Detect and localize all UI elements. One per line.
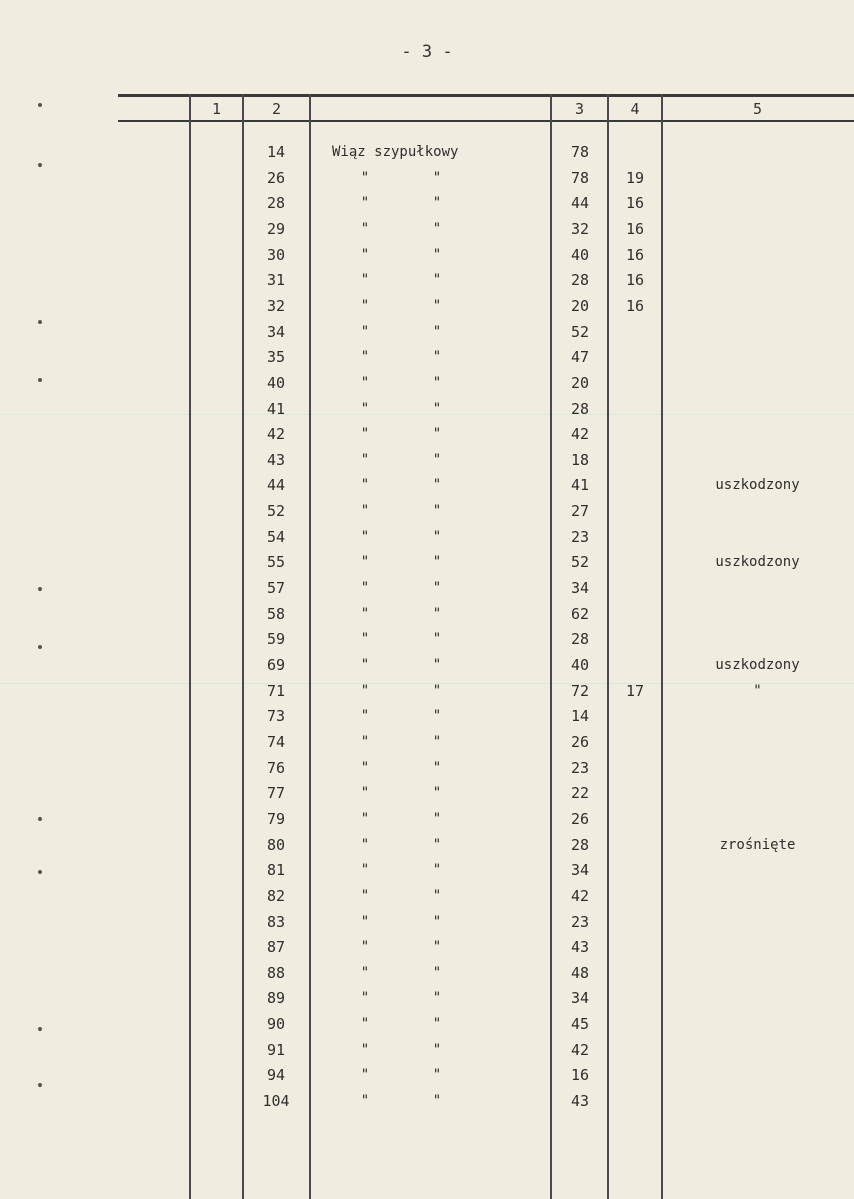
column-header-5: 5 [752,100,763,118]
ditto-mark: " [432,631,442,647]
row-number: 44 [266,476,286,494]
column-3-value: 45 [570,1015,590,1033]
ditto-mark: " [360,683,370,699]
column-header-4: 4 [630,100,640,118]
row-number: 73 [266,707,286,725]
column-header-1: 1 [211,100,222,118]
row-number: 35 [266,348,286,366]
column-4-value [609,731,661,753]
ditto-mark: " [432,272,442,288]
ditto-mark: " [432,503,442,519]
column-4-value [609,577,661,599]
ditto-mark: " [360,862,370,878]
row-number: 57 [266,579,286,597]
ditto-mark: " [360,477,370,493]
column-4-value [609,603,661,625]
ditto-mark: " [432,401,442,417]
ditto-mark: " [360,375,370,391]
margin-mark [38,163,42,167]
column-4-value [609,372,661,394]
remark [665,987,850,1009]
column-4-value [609,321,661,343]
column-3-value: 28 [570,836,590,854]
row-number: 76 [266,759,286,777]
ditto-mark: " [432,1093,442,1109]
ditto-mark: " [360,221,370,237]
row-number: 14 [266,143,286,161]
ditto-mark: " [360,785,370,801]
remark [665,500,850,522]
ditto-mark: " [360,452,370,468]
ditto-mark: " [360,298,370,314]
row-number: 41 [266,400,286,418]
column-4-value [609,500,661,522]
column-4-value [609,1013,661,1035]
remark [665,731,850,753]
margin-mark [38,817,42,821]
ditto-mark: " [360,503,370,519]
column-3-value: 62 [570,605,590,623]
column-4-value [609,962,661,984]
column-3-value: 78 [570,169,590,187]
column-4-value [609,1064,661,1086]
column-3-value: 28 [570,630,590,648]
row-number: 89 [266,989,286,1007]
column-4-value: 16 [625,220,645,238]
species-name: Wiąz szypułkowy [332,144,459,160]
ditto-mark: " [432,452,442,468]
ditto-mark: " [432,785,442,801]
column-3-value: 26 [570,733,590,751]
row-number: 104 [262,1092,290,1110]
column-3-value: 28 [570,271,590,289]
remark [665,372,850,394]
row-number: 82 [266,887,286,905]
ditto-mark: " [432,683,442,699]
row-number: 77 [266,784,286,802]
ditto-mark: " [432,349,442,365]
ditto-mark: " [432,324,442,340]
remark [665,962,850,984]
ditto-mark: " [432,221,442,237]
column-4-value [609,449,661,471]
column-3-value: 43 [570,1092,590,1110]
ditto-mark: " [360,760,370,776]
column-3-value: 26 [570,810,590,828]
row-number: 30 [266,246,286,264]
column-4-value [609,398,661,420]
column-3-value: 28 [570,400,590,418]
ditto-mark: " [432,1016,442,1032]
ditto-mark: " [360,990,370,1006]
ditto-mark: " [432,657,442,673]
ditto-mark: " [360,554,370,570]
column-3-value: 23 [570,913,590,931]
column-header-3: 3 [574,100,585,118]
column-3-value: 48 [570,964,590,982]
row-number: 58 [266,605,286,623]
ditto-mark: " [432,298,442,314]
ditto-mark: " [360,708,370,724]
row-number: 43 [266,451,286,469]
column-4-value [609,474,661,496]
column-3-value: 78 [570,143,590,161]
remark [665,244,850,266]
margin-mark [38,103,42,107]
ditto-mark: " [432,426,442,442]
remark [665,936,850,958]
row-number: 55 [266,553,286,571]
row-number: 80 [266,836,286,854]
column-4-value [609,782,661,804]
remark [665,885,850,907]
column-4-value: 19 [625,169,645,187]
remark [665,321,850,343]
row-number: 88 [266,964,286,982]
ditto-mark: " [432,914,442,930]
column-4-value [609,628,661,650]
column-3-value: 20 [570,374,590,392]
ditto-mark: " [432,939,442,955]
ditto-mark: " [432,580,442,596]
row-number: 29 [266,220,286,238]
ditto-mark: " [360,1067,370,1083]
row-number: 81 [266,861,286,879]
column-4-value [609,911,661,933]
row-number: 54 [266,528,286,546]
ditto-mark: " [360,247,370,263]
ditto-mark: " [360,401,370,417]
column-4-value [609,859,661,881]
ditto-mark: " [360,349,370,365]
row-number: 28 [266,194,286,212]
table-header-rule [118,120,854,122]
remark [665,1039,850,1061]
row-number: 59 [266,630,286,648]
column-3-value: 52 [570,553,590,571]
column-4-value [609,1090,661,1112]
ditto-mark: " [432,1067,442,1083]
ditto-mark: " [432,170,442,186]
ditto-mark: " [360,170,370,186]
ditto-mark: " [360,580,370,596]
row-number: 74 [266,733,286,751]
remark: uszkodzony [715,477,800,493]
row-number: 42 [266,425,286,443]
margin-mark [38,320,42,324]
ditto-mark: " [360,965,370,981]
column-divider [309,94,311,1199]
ditto-mark: " [432,477,442,493]
ditto-mark: " [360,939,370,955]
column-header-2: 2 [271,100,282,118]
row-number: 87 [266,938,286,956]
row-number: 32 [266,297,286,315]
remark [665,269,850,291]
remark: zrośnięte [719,837,796,853]
remark [665,423,850,445]
row-number: 83 [266,913,286,931]
column-4-value [609,141,661,163]
remark [665,141,850,163]
ditto-mark: " [360,1042,370,1058]
column-4-value [609,936,661,958]
remark [665,1013,850,1035]
column-4-value [609,705,661,727]
column-3-value: 43 [570,938,590,956]
column-4-value [609,987,661,1009]
table-top-rule [118,94,854,97]
column-4-value [609,885,661,907]
row-number: 94 [266,1066,286,1084]
column-4-value [609,526,661,548]
ditto-mark: " [432,811,442,827]
remark [665,526,850,548]
ditto-mark: " [360,734,370,750]
column-3-value: 42 [570,887,590,905]
ditto-mark: " [360,914,370,930]
remark [665,603,850,625]
column-4-value: 17 [625,682,645,700]
margin-mark [38,645,42,649]
ditto-mark: " [432,760,442,776]
column-3-value: 34 [570,861,590,879]
column-4-value [609,346,661,368]
ditto-mark: " [360,272,370,288]
ditto-mark: " [432,708,442,724]
margin-mark [38,870,42,874]
remark: " [753,683,762,699]
ditto-mark: " [432,990,442,1006]
remark [665,911,850,933]
column-3-value: 20 [570,297,590,315]
ditto-mark: " [360,837,370,853]
remark [665,167,850,189]
row-number: 40 [266,374,286,392]
ditto-mark: " [432,734,442,750]
row-number: 79 [266,810,286,828]
remark [665,808,850,830]
column-header-name [311,99,550,119]
column-3-value: 34 [570,989,590,1007]
column-4-value: 16 [625,194,645,212]
remark: uszkodzony [715,554,800,570]
row-number: 31 [266,271,286,289]
remark [665,628,850,650]
column-divider [550,94,552,1199]
column-3-value: 44 [570,194,590,212]
ditto-mark: " [432,375,442,391]
column-4-value [609,1039,661,1061]
margin-mark [38,587,42,591]
column-3-value: 23 [570,528,590,546]
column-3-value: 52 [570,323,590,341]
column-3-value: 22 [570,784,590,802]
row-number: 34 [266,323,286,341]
ditto-mark: " [360,426,370,442]
ditto-mark: " [360,811,370,827]
column-4-value [609,551,661,573]
remark [665,1090,850,1112]
column-4-value [609,654,661,676]
ditto-mark: " [432,862,442,878]
margin-mark [38,378,42,382]
remark [665,218,850,240]
remark [665,295,850,317]
ditto-mark: " [360,1016,370,1032]
column-3-value: 27 [570,502,590,520]
column-3-value: 42 [570,1041,590,1059]
column-3-value: 40 [570,246,590,264]
ditto-mark: " [432,888,442,904]
remark [665,859,850,881]
ditto-mark: " [360,324,370,340]
ditto-mark: " [432,247,442,263]
ditto-mark: " [360,888,370,904]
column-3-value: 41 [570,476,590,494]
ditto-mark: " [432,195,442,211]
ditto-mark: " [360,657,370,673]
ditto-mark: " [432,965,442,981]
row-number: 90 [266,1015,286,1033]
column-3-value: 16 [570,1066,590,1084]
ditto-mark: " [360,631,370,647]
margin-mark [38,1027,42,1031]
remark [665,577,850,599]
remark [665,1064,850,1086]
ditto-mark: " [432,1042,442,1058]
column-4-value [609,834,661,856]
ditto-mark: " [360,1093,370,1109]
ditto-mark: " [432,837,442,853]
column-3-value: 32 [570,220,590,238]
remark [665,192,850,214]
row-number: 69 [266,656,286,674]
column-4-value [609,808,661,830]
remark [665,346,850,368]
margin-mark [38,1083,42,1087]
column-3-value: 18 [570,451,590,469]
column-3-value: 47 [570,348,590,366]
column-3-value: 42 [570,425,590,443]
column-4-value: 16 [625,297,645,315]
remark [665,449,850,471]
column-4-value [609,757,661,779]
row-number: 71 [266,682,286,700]
remark [665,705,850,727]
remark: uszkodzony [715,657,800,673]
remark [665,782,850,804]
ditto-mark: " [432,529,442,545]
ditto-mark: " [360,606,370,622]
column-4-value [609,423,661,445]
column-3-value: 23 [570,759,590,777]
row-number: 91 [266,1041,286,1059]
row-number: 52 [266,502,286,520]
ditto-mark: " [432,554,442,570]
ditto-mark: " [432,606,442,622]
page-number: - 3 - [401,42,453,62]
column-3-value: 40 [570,656,590,674]
column-3-value: 34 [570,579,590,597]
column-4-value: 16 [625,271,645,289]
ditto-mark: " [360,195,370,211]
ditto-mark: " [360,529,370,545]
column-3-value: 72 [570,682,590,700]
column-divider [661,94,663,1199]
column-4-value: 16 [625,246,645,264]
column-3-value: 14 [570,707,590,725]
column-divider [189,94,191,1199]
row-number: 26 [266,169,286,187]
remark [665,398,850,420]
remark [665,757,850,779]
